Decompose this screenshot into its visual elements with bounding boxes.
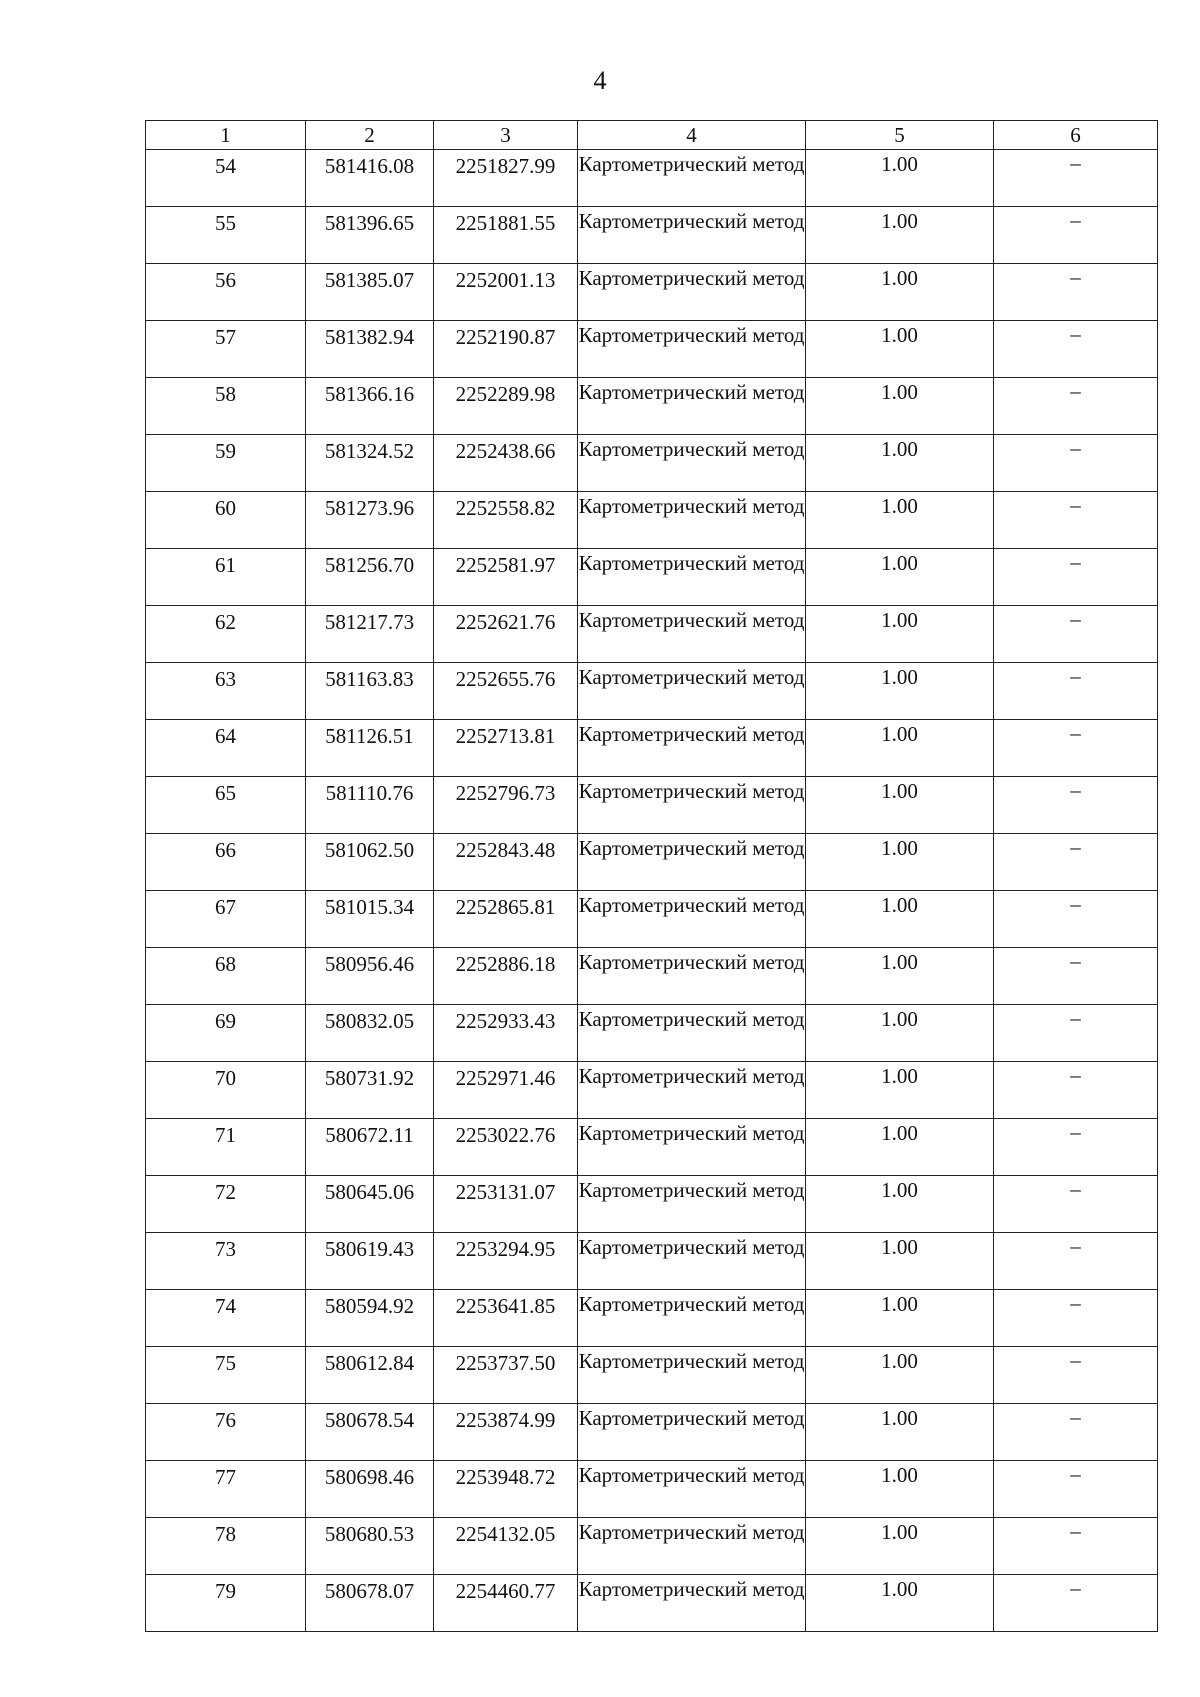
x-coordinate-cell: 581062.50 xyxy=(306,834,434,891)
point-number-cell: 55 xyxy=(146,207,306,264)
accuracy-cell: 1.00 xyxy=(806,891,994,948)
table-row xyxy=(146,378,1158,435)
accuracy-cell: 1.00 xyxy=(806,834,994,891)
column-header-5: 5 xyxy=(806,121,994,150)
method-cell: Картометрический метод xyxy=(578,948,806,1005)
method-cell: Картометрический метод xyxy=(578,321,806,378)
table-row xyxy=(146,606,1158,663)
x-coordinate-cell: 580678.54 xyxy=(306,1404,434,1461)
note-cell: – xyxy=(994,150,1158,207)
note-cell: – xyxy=(994,1005,1158,1062)
method-cell: Картометрический метод xyxy=(578,492,806,549)
method-cell: Картометрический метод xyxy=(578,1575,806,1632)
method-cell: Картометрический метод xyxy=(578,606,806,663)
point-number-cell: 71 xyxy=(146,1119,306,1176)
x-coordinate-cell: 581273.96 xyxy=(306,492,434,549)
note-cell: – xyxy=(994,1575,1158,1632)
table-row xyxy=(146,1005,1158,1062)
point-number-cell: 73 xyxy=(146,1233,306,1290)
point-number-cell: 69 xyxy=(146,1005,306,1062)
method-cell: Картометрический метод xyxy=(578,834,806,891)
y-coordinate-cell: 2252655.76 xyxy=(434,663,578,720)
method-cell: Картометрический метод xyxy=(578,378,806,435)
accuracy-cell: 1.00 xyxy=(806,1176,994,1233)
accuracy-cell: 1.00 xyxy=(806,150,994,207)
column-header-1: 1 xyxy=(146,121,306,150)
note-cell: – xyxy=(994,777,1158,834)
point-number-cell: 76 xyxy=(146,1404,306,1461)
accuracy-cell: 1.00 xyxy=(806,1119,994,1176)
x-coordinate-cell: 581163.83 xyxy=(306,663,434,720)
method-cell: Картометрический метод xyxy=(578,1347,806,1404)
x-coordinate-cell: 581382.94 xyxy=(306,321,434,378)
x-coordinate-cell: 580645.06 xyxy=(306,1176,434,1233)
table-row xyxy=(146,1461,1158,1518)
method-cell: Картометрический метод xyxy=(578,663,806,720)
y-coordinate-cell: 2252886.18 xyxy=(434,948,578,1005)
table-row xyxy=(146,1119,1158,1176)
y-coordinate-cell: 2254460.77 xyxy=(434,1575,578,1632)
table-body xyxy=(146,150,1158,1632)
point-number-cell: 72 xyxy=(146,1176,306,1233)
note-cell: – xyxy=(994,1176,1158,1233)
note-cell: – xyxy=(994,207,1158,264)
point-number-cell: 67 xyxy=(146,891,306,948)
y-coordinate-cell: 2252438.66 xyxy=(434,435,578,492)
point-number-cell: 61 xyxy=(146,549,306,606)
x-coordinate-cell: 580612.84 xyxy=(306,1347,434,1404)
table-header xyxy=(146,121,1158,150)
point-number-cell: 74 xyxy=(146,1290,306,1347)
table-row xyxy=(146,1062,1158,1119)
y-coordinate-cell: 2252190.87 xyxy=(434,321,578,378)
y-coordinate-cell: 2253131.07 xyxy=(434,1176,578,1233)
point-number-cell: 63 xyxy=(146,663,306,720)
note-cell: – xyxy=(994,435,1158,492)
note-cell: – xyxy=(994,1119,1158,1176)
note-cell: – xyxy=(994,549,1158,606)
x-coordinate-cell: 580731.92 xyxy=(306,1062,434,1119)
x-coordinate-cell: 581366.16 xyxy=(306,378,434,435)
accuracy-cell: 1.00 xyxy=(806,1233,994,1290)
y-coordinate-cell: 2252713.81 xyxy=(434,720,578,777)
note-cell: – xyxy=(994,492,1158,549)
x-coordinate-cell: 580619.43 xyxy=(306,1233,434,1290)
point-number-cell: 65 xyxy=(146,777,306,834)
accuracy-cell: 1.00 xyxy=(806,435,994,492)
x-coordinate-cell: 580594.92 xyxy=(306,1290,434,1347)
y-coordinate-cell: 2251881.55 xyxy=(434,207,578,264)
point-number-cell: 75 xyxy=(146,1347,306,1404)
table-row xyxy=(146,1176,1158,1233)
accuracy-cell: 1.00 xyxy=(806,1575,994,1632)
page-number: 4 xyxy=(593,66,607,95)
point-number-cell: 60 xyxy=(146,492,306,549)
method-cell: Картометрический метод xyxy=(578,207,806,264)
table-row xyxy=(146,891,1158,948)
accuracy-cell: 1.00 xyxy=(806,207,994,264)
x-coordinate-cell: 580680.53 xyxy=(306,1518,434,1575)
method-cell: Картометрический метод xyxy=(578,1062,806,1119)
note-cell: – xyxy=(994,264,1158,321)
method-cell: Картометрический метод xyxy=(578,150,806,207)
point-number-cell: 78 xyxy=(146,1518,306,1575)
table-row xyxy=(146,321,1158,378)
note-cell: – xyxy=(994,1347,1158,1404)
note-cell: – xyxy=(994,606,1158,663)
table-row xyxy=(146,663,1158,720)
accuracy-cell: 1.00 xyxy=(806,492,994,549)
y-coordinate-cell: 2253641.85 xyxy=(434,1290,578,1347)
accuracy-cell: 1.00 xyxy=(806,1518,994,1575)
x-coordinate-cell: 580672.11 xyxy=(306,1119,434,1176)
point-number-cell: 58 xyxy=(146,378,306,435)
method-cell: Картометрический метод xyxy=(578,720,806,777)
y-coordinate-cell: 2253294.95 xyxy=(434,1233,578,1290)
note-cell: – xyxy=(994,948,1158,1005)
note-cell: – xyxy=(994,1404,1158,1461)
accuracy-cell: 1.00 xyxy=(806,1290,994,1347)
y-coordinate-cell: 2252289.98 xyxy=(434,378,578,435)
method-cell: Картометрический метод xyxy=(578,1005,806,1062)
point-number-cell: 64 xyxy=(146,720,306,777)
x-coordinate-cell: 580678.07 xyxy=(306,1575,434,1632)
point-number-cell: 54 xyxy=(146,150,306,207)
accuracy-cell: 1.00 xyxy=(806,606,994,663)
header-row xyxy=(146,121,1158,150)
method-cell: Картометрический метод xyxy=(578,1290,806,1347)
note-cell: – xyxy=(994,1233,1158,1290)
accuracy-cell: 1.00 xyxy=(806,720,994,777)
table-row xyxy=(146,207,1158,264)
method-cell: Картометрический метод xyxy=(578,264,806,321)
method-cell: Картометрический метод xyxy=(578,777,806,834)
table-row xyxy=(146,150,1158,207)
x-coordinate-cell: 580956.46 xyxy=(306,948,434,1005)
note-cell: – xyxy=(994,891,1158,948)
accuracy-cell: 1.00 xyxy=(806,264,994,321)
table-row xyxy=(146,1233,1158,1290)
note-cell: – xyxy=(994,1062,1158,1119)
x-coordinate-cell: 581256.70 xyxy=(306,549,434,606)
accuracy-cell: 1.00 xyxy=(806,1062,994,1119)
table-row xyxy=(146,1404,1158,1461)
y-coordinate-cell: 2251827.99 xyxy=(434,150,578,207)
accuracy-cell: 1.00 xyxy=(806,1347,994,1404)
method-cell: Картометрический метод xyxy=(578,1233,806,1290)
accuracy-cell: 1.00 xyxy=(806,378,994,435)
method-cell: Картометрический метод xyxy=(578,1119,806,1176)
x-coordinate-cell: 580832.05 xyxy=(306,1005,434,1062)
y-coordinate-cell: 2252843.48 xyxy=(434,834,578,891)
note-cell: – xyxy=(994,834,1158,891)
table-row xyxy=(146,264,1158,321)
method-cell: Картометрический метод xyxy=(578,1176,806,1233)
y-coordinate-cell: 2252865.81 xyxy=(434,891,578,948)
column-header-2: 2 xyxy=(306,121,434,150)
x-coordinate-cell: 581110.76 xyxy=(306,777,434,834)
method-cell: Картометрический метод xyxy=(578,1404,806,1461)
point-number-cell: 56 xyxy=(146,264,306,321)
y-coordinate-cell: 2253874.99 xyxy=(434,1404,578,1461)
y-coordinate-cell: 2253737.50 xyxy=(434,1347,578,1404)
method-cell: Картометрический метод xyxy=(578,435,806,492)
x-coordinate-cell: 581126.51 xyxy=(306,720,434,777)
accuracy-cell: 1.00 xyxy=(806,1005,994,1062)
table-row xyxy=(146,948,1158,1005)
method-cell: Картометрический метод xyxy=(578,891,806,948)
y-coordinate-cell: 2252796.73 xyxy=(434,777,578,834)
point-number-cell: 77 xyxy=(146,1461,306,1518)
y-coordinate-cell: 2253022.76 xyxy=(434,1119,578,1176)
table-row xyxy=(146,834,1158,891)
note-cell: – xyxy=(994,663,1158,720)
accuracy-cell: 1.00 xyxy=(806,948,994,1005)
y-coordinate-cell: 2252558.82 xyxy=(434,492,578,549)
table-row xyxy=(146,549,1158,606)
column-header-3: 3 xyxy=(434,121,578,150)
column-header-6: 6 xyxy=(994,121,1158,150)
x-coordinate-cell: 581217.73 xyxy=(306,606,434,663)
x-coordinate-cell: 581385.07 xyxy=(306,264,434,321)
x-coordinate-cell: 581416.08 xyxy=(306,150,434,207)
y-coordinate-cell: 2252621.76 xyxy=(434,606,578,663)
method-cell: Картометрический метод xyxy=(578,1461,806,1518)
y-coordinate-cell: 2252971.46 xyxy=(434,1062,578,1119)
table-row xyxy=(146,492,1158,549)
accuracy-cell: 1.00 xyxy=(806,777,994,834)
accuracy-cell: 1.00 xyxy=(806,549,994,606)
accuracy-cell: 1.00 xyxy=(806,1461,994,1518)
point-number-cell: 57 xyxy=(146,321,306,378)
note-cell: – xyxy=(994,1518,1158,1575)
y-coordinate-cell: 2252001.13 xyxy=(434,264,578,321)
x-coordinate-cell: 581015.34 xyxy=(306,891,434,948)
accuracy-cell: 1.00 xyxy=(806,663,994,720)
note-cell: – xyxy=(994,1461,1158,1518)
note-cell: – xyxy=(994,321,1158,378)
point-number-cell: 59 xyxy=(146,435,306,492)
accuracy-cell: 1.00 xyxy=(806,1404,994,1461)
table-row xyxy=(146,1575,1158,1632)
note-cell: – xyxy=(994,1290,1158,1347)
table-row xyxy=(146,435,1158,492)
method-cell: Картометрический метод xyxy=(578,1518,806,1575)
point-number-cell: 79 xyxy=(146,1575,306,1632)
point-number-cell: 70 xyxy=(146,1062,306,1119)
table-row xyxy=(146,1518,1158,1575)
point-number-cell: 66 xyxy=(146,834,306,891)
y-coordinate-cell: 2254132.05 xyxy=(434,1518,578,1575)
accuracy-cell: 1.00 xyxy=(806,321,994,378)
note-cell: – xyxy=(994,378,1158,435)
table-row xyxy=(146,1347,1158,1404)
note-cell: – xyxy=(994,720,1158,777)
y-coordinate-cell: 2252581.97 xyxy=(434,549,578,606)
x-coordinate-cell: 581396.65 xyxy=(306,207,434,264)
table-row xyxy=(146,720,1158,777)
coordinates-table xyxy=(145,120,1158,1632)
point-number-cell: 62 xyxy=(146,606,306,663)
x-coordinate-cell: 580698.46 xyxy=(306,1461,434,1518)
y-coordinate-cell: 2252933.43 xyxy=(434,1005,578,1062)
table-row xyxy=(146,1290,1158,1347)
table-row xyxy=(146,777,1158,834)
point-number-cell: 68 xyxy=(146,948,306,1005)
y-coordinate-cell: 2253948.72 xyxy=(434,1461,578,1518)
column-header-4: 4 xyxy=(578,121,806,150)
method-cell: Картометрический метод xyxy=(578,549,806,606)
x-coordinate-cell: 581324.52 xyxy=(306,435,434,492)
